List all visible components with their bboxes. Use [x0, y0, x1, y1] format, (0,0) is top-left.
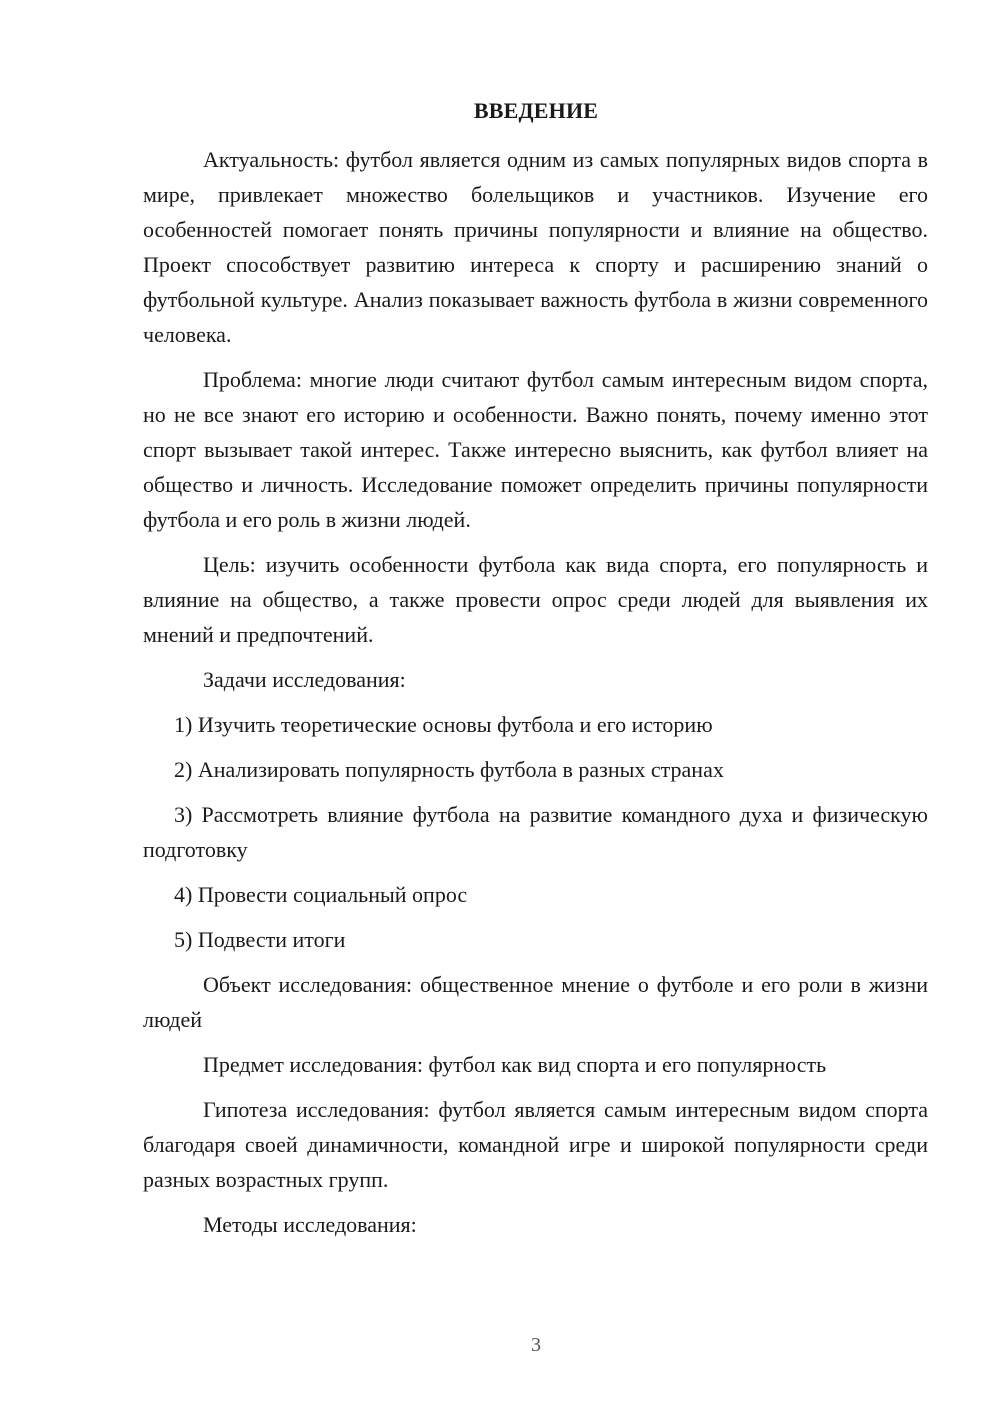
paragraph-relevance: Актуальность: футбол является одним из самых популярных видов спорта в мире, привлекает множество болельщиков и участников. Изучение его особенностей помогает понять причины популярности и влияние на общество. Проект способствует развитию интереса к спорту и расширению знаний о футбольной культуре. Анализ показывает важность футбола в жизни современного человека.: [143, 147, 928, 347]
task-item-5: 5) Подвести итоги: [174, 927, 346, 952]
task-item-3: 3) Рассмотреть влияние футбола на развитие командного духа и физическую подготовку: [143, 802, 928, 862]
page-number: 3: [531, 1334, 541, 1356]
task-item-4: 4) Провести социальный опрос: [174, 882, 468, 907]
paragraph-hypothesis: Гипотеза исследования: футбол является самым интересным видом спорта благодаря своей динамичности, командной игре и широкой популярности среди разных возрастных групп.: [143, 1097, 928, 1192]
methods-title: Методы исследования:: [203, 1212, 417, 1237]
paragraph-goal: Цель: изучить особенности футбола как вида спорта, его популярность и влияние на общество, а также провести опрос среди людей для выявления их мнений и предпочтений.: [143, 552, 928, 647]
task-item-1: 1) Изучить теоретические основы футбола и его историю: [174, 712, 713, 737]
section-heading: ВВЕДЕНИЕ: [473, 98, 599, 123]
body-text: [143, 142, 928, 1242]
paragraph-problem: Проблема: многие люди считают футбол самым интересным видом спорта, но не все знают его историю и особенности. Важно понять, почему именно этот спорт вызывает такой интерес. Также интересно выяснить, как футбол влияет на общество и личность. Исследование поможет определить причины популярности футбола и его роль в жизни людей.: [143, 367, 928, 532]
paragraph-object: Объект исследования: общественное мнение о футболе и его роли в жизни людей: [143, 972, 928, 1032]
tasks-title: Задачи исследования:: [203, 667, 406, 692]
task-item-2: 2) Анализировать популярность футбола в разных странах: [174, 757, 724, 782]
paragraph-subject: Предмет исследования: футбол как вид спорта и его популярность: [203, 1052, 827, 1077]
